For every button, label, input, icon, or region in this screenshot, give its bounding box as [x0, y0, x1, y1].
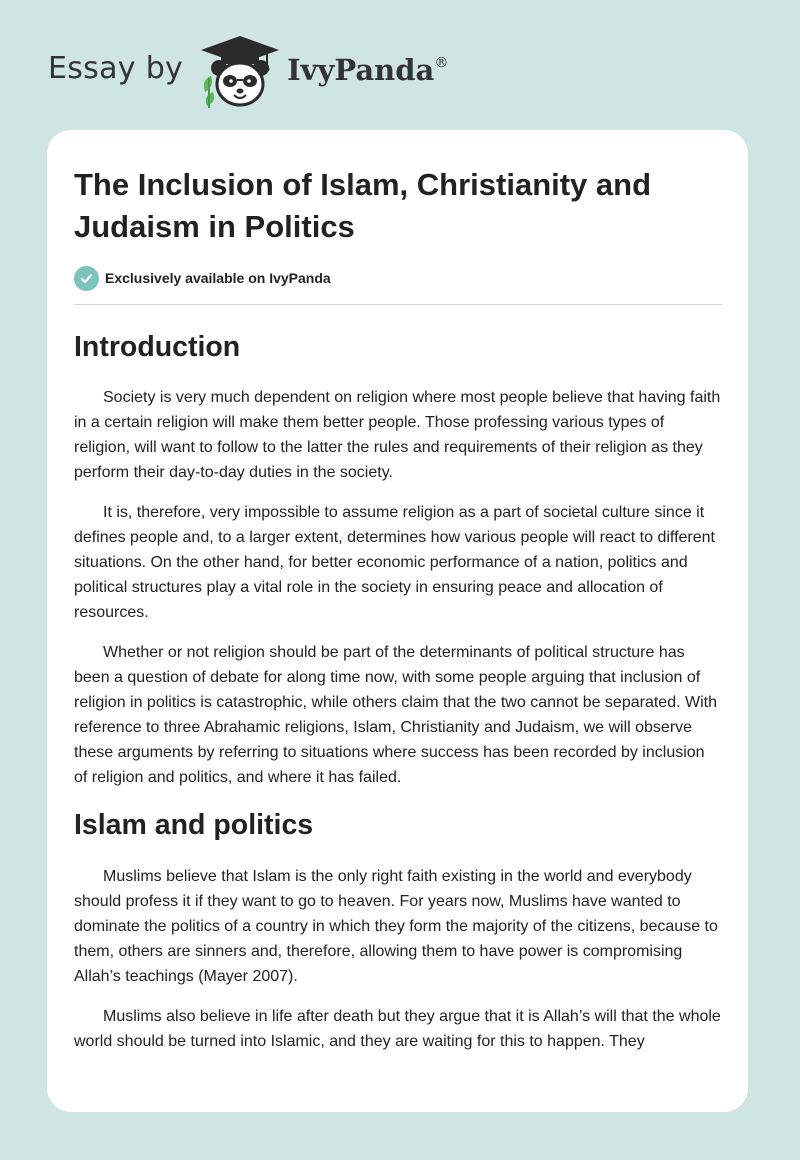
section-heading-introduction: Introduction [74, 331, 241, 363]
essay-title: The Inclusion of Islam, Christianity and Judaism in Politics [74, 167, 652, 244]
exclusive-label: Exclusively available on IvyPanda [105, 270, 331, 286]
registered-mark: ® [434, 55, 449, 72]
section-body-islam-and-politics [74, 864, 722, 1054]
paragraph: Whether or not religion should be part of the determinants of political structure has been a question of debate for along time now, with some people arguing that inclusion of religion in politics is catastrophic, while others claim that the two cannot be separated. With reference to three Abrahamic religions, Islam, Christianity and Judaism, we will observe these arguments by referring to situations where success has been recorded by inclusion of religion and politics, and where it has failed. [74, 644, 717, 786]
brand-header [48, 34, 448, 110]
paragraph: Muslims also believe in life after death but they argue that it is Allah’s will that the whole world should be turned into Islamic, and they are waiting for this to happen. They [74, 1008, 721, 1050]
essay-by-label: Essay by [48, 50, 184, 86]
paragraph: Society is very much dependent on religion where most people believe that having faith in a certain religion will make them better people. Those professing various types of religion, will want to follow to the latter the rules and requirements of their religion as they perform their day-to-day duties in the society. [74, 389, 721, 481]
essay-card [47, 130, 748, 1112]
paragraph: It is, therefore, very impossible to assume religion as a part of societal culture since it defines people and, to a larger extent, determines how various people will react to different situations. On the other hand, for better economic performance of a nation, politics and political structures play a vital role in the society in ensuring peace and allocation of resources. [74, 504, 715, 621]
section-heading-islam-and-politics: Islam and politics [74, 809, 314, 841]
panda-graduate-icon [197, 34, 283, 110]
brand-logo-text [287, 53, 448, 87]
section-body-introduction [74, 385, 722, 790]
divider [74, 304, 722, 305]
brand-name: IvyPanda [287, 53, 435, 87]
paragraph: Muslims believe that Islam is the only right faith existing in the world and everybody should profess it if they want to go to heaven. For years now, Muslims have wanted to dominate the politics of a country in which they form the majority of the citizens, because to them, others are sinners and, therefore, allowing them to have power is compromising Allah’s teachings (Mayer 2007). [74, 868, 718, 985]
check-circle-icon [74, 266, 99, 291]
exclusive-badge [74, 265, 722, 291]
